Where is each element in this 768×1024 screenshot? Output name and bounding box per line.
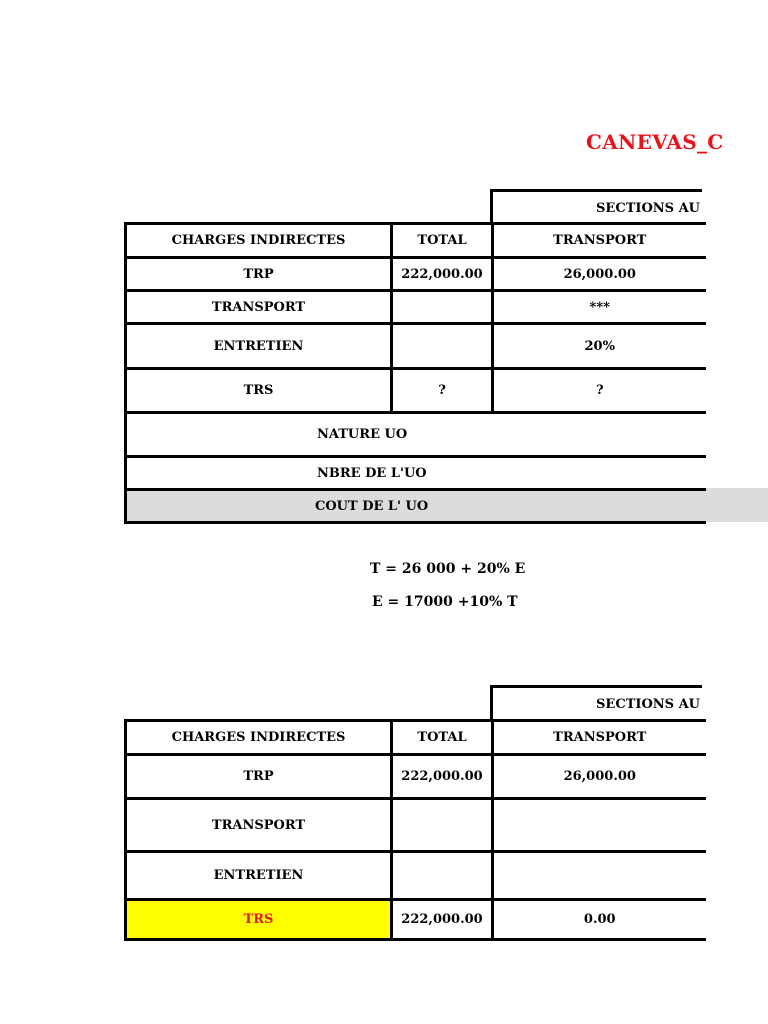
nature-uo-cell[interactable]: NATURE UO [126,413,706,457]
cout-uo-row [126,490,706,523]
row-transport[interactable]: *** [493,291,706,324]
table-row [126,852,706,900]
row-transport[interactable] [493,852,706,900]
header-charges: CHARGES INDIRECTES [126,721,392,755]
row-total[interactable] [392,324,493,369]
table-row [126,799,706,852]
sections-header-1: SECTIONS AU [490,189,702,224]
cost-table-1 [124,222,706,524]
nature-uo-row [126,413,706,457]
table-row [126,324,706,369]
cout-uo-cell[interactable]: COUT DE L' UO [126,490,706,523]
row-total[interactable]: 222,000.00 [392,900,493,940]
row-total[interactable] [392,291,493,324]
row-label[interactable]: TRANSPORT [126,291,392,324]
table-header-row [126,721,706,755]
row-label[interactable]: ENTRETIEN [126,324,392,369]
row-total[interactable]: ? [392,369,493,413]
row-label[interactable]: TRANSPORT [126,799,392,852]
nbre-uo-row [126,457,706,490]
row-transport[interactable]: 26,000.00 [493,258,706,291]
header-transport: TRANSPORT [493,721,706,755]
row-label[interactable]: TRP [126,755,392,799]
table-row [126,755,706,799]
nbre-uo-cell[interactable]: NBRE DE L'UO [126,457,706,490]
header-charges: CHARGES INDIRECTES [126,224,392,258]
table-row [126,900,706,940]
row-transport[interactable] [493,799,706,852]
row-total[interactable] [392,852,493,900]
row-total[interactable]: 222,000.00 [392,258,493,291]
header-transport: TRANSPORT [493,224,706,258]
header-total: TOTAL [392,224,493,258]
row-transport[interactable]: 26,000.00 [493,755,706,799]
header-total: TOTAL [392,721,493,755]
row-transport[interactable]: ? [493,369,706,413]
formula-e: E = 17000 +10% T [372,594,518,610]
sections-header-2: SECTIONS AU [490,685,702,721]
formula-t: T = 26 000 + 20% E [370,561,526,577]
row-label[interactable]: TRS [126,369,392,413]
table-row [126,369,706,413]
row-transport[interactable]: 20% [493,324,706,369]
table-row [126,258,706,291]
row-total[interactable] [392,799,493,852]
row-label[interactable]: TRP [126,258,392,291]
row-transport[interactable]: 0.00 [493,900,706,940]
row-label-highlighted[interactable]: TRS [126,900,392,940]
table-row [126,291,706,324]
table-header-row [126,224,706,258]
page-title: CANEVAS_C [586,130,724,154]
row-total[interactable]: 222,000.00 [392,755,493,799]
cost-table-2 [124,719,706,941]
row-label[interactable]: ENTRETIEN [126,852,392,900]
